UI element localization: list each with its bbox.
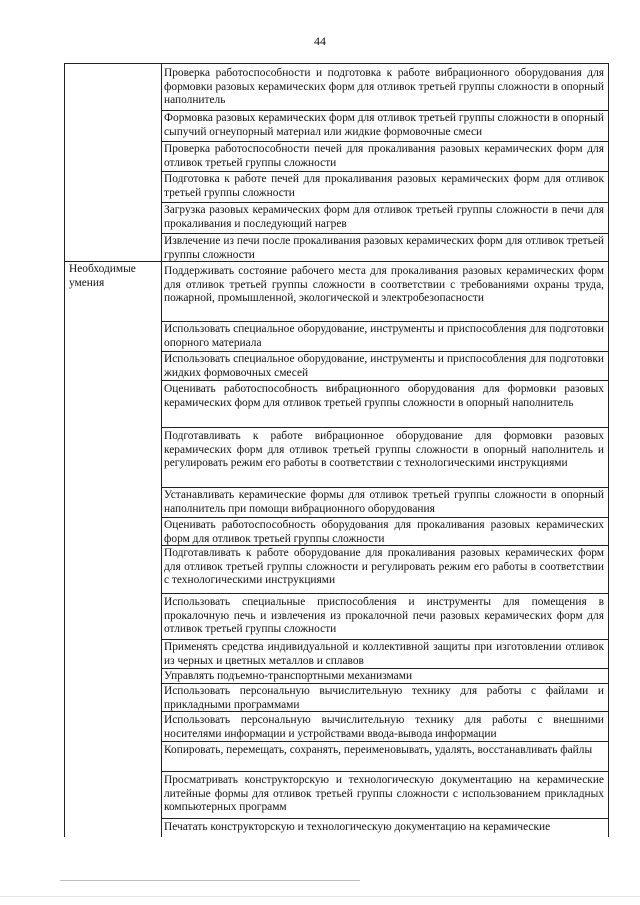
table-row: Загрузка разовых керамических форм для отливок третьей группы сложности в печи для прокаливания и последующий нагрев bbox=[164, 204, 604, 230]
row-divider bbox=[162, 741, 609, 742]
row-divider bbox=[162, 487, 609, 488]
row-divider bbox=[162, 668, 609, 669]
section-label: Необходимые умения bbox=[69, 263, 136, 289]
table-row: Печатать конструкторскую и технологическую документацию на керамические bbox=[164, 821, 551, 833]
page-number: 44 bbox=[314, 34, 326, 48]
table-row: Проверка работоспособности печей для прокаливания разовых керамических форм для отливок третьей группы сложности bbox=[164, 143, 604, 169]
row-divider bbox=[162, 202, 609, 203]
row-divider bbox=[162, 380, 609, 381]
row-divider bbox=[162, 593, 609, 594]
row-divider bbox=[162, 818, 609, 819]
table-row: Управлять подъемно-транспортными механизмами bbox=[164, 670, 413, 682]
table-row: Устанавливать керамические формы для отливок третьей группы сложности в опорный наполнитель при помощи вибрационного оборудования bbox=[164, 489, 604, 515]
scan-artifact bbox=[0, 896, 640, 897]
table-row: Формовка разовых керамических форм для отливок третьей группы сложности в опорный сыпучий огнеупорный материал или жидкие формовочные смеси bbox=[164, 112, 604, 138]
table-row: Использовать специальное оборудование, инструменты и приспособления для подготовки опорного материала bbox=[164, 323, 604, 349]
table-row: Подготавливать к работе вибрационное оборудование для формовки разовых керамических форм для отливок третьей группы сложности в опорный наполнитель и регулировать режим его работы в соответствии с технологическими инструкциями bbox=[164, 430, 604, 469]
row-divider bbox=[162, 771, 609, 772]
row-divider bbox=[162, 171, 609, 172]
row-divider bbox=[162, 517, 609, 518]
row-divider bbox=[162, 110, 609, 111]
table-row: Применять средства индивидуальной и коллективной защиты при изготовлении отливок из черных и цветных металлов и сплавов bbox=[164, 641, 604, 667]
table-row: Оценивать работоспособность оборудования для прокаливания разовых керамических форм для отливок третьей группы сложности bbox=[164, 519, 604, 545]
section-divider bbox=[64, 261, 609, 262]
row-divider bbox=[162, 141, 609, 142]
row-divider bbox=[162, 545, 609, 546]
scan-artifact bbox=[60, 880, 360, 881]
column-divider bbox=[161, 63, 162, 837]
row-divider bbox=[162, 683, 609, 684]
row-divider bbox=[162, 351, 609, 352]
row-divider bbox=[162, 639, 609, 640]
row-divider bbox=[162, 711, 609, 712]
table-row: Использовать персональную вычислительную технику для работы с внешними носителями информации и устройствами ввода-вывода информации bbox=[164, 714, 604, 740]
row-divider bbox=[162, 427, 609, 428]
table-row: Копировать, перемещать, сохранять, переименовывать, удалять, восстанавливать файлы bbox=[164, 744, 593, 756]
row-divider bbox=[162, 321, 609, 322]
table-row: Просматривать конструкторскую и технологическую документацию на керамические литейные формы для отливок третьей группы сложности с использованием прикладных компьютерных программ bbox=[164, 774, 604, 813]
table-row: Подготовка к работе печей для прокаливания разовых керамических форм для отливок третьей группы сложности bbox=[164, 173, 604, 199]
row-divider bbox=[162, 233, 609, 234]
table-row: Использовать специальное оборудование, инструменты и приспособления для подготовки жидких формовочных смесей bbox=[164, 353, 604, 379]
table-row: Использовать специальные приспособления и инструменты для помещения в прокалочную печь и извлечения из прокалочной печи разовых керамических форм для отливок третьей группы сложности bbox=[164, 596, 604, 635]
table-row: Поддерживать состояние рабочего места для прокаливания разовых керамических форм для отливок третьей группы сложности в соответствии с требованиями охраны труда, пожарной, промышленной, экологической и электробезопасности bbox=[164, 265, 604, 304]
table-row: Извлечение из печи после прокаливания разовых керамических форм для отливок третьей группы сложности bbox=[164, 235, 604, 261]
table-row: Проверка работоспособности и подготовка к работе вибрационного оборудования для формовки разовых керамических форм для отливок третьей группы сложности в опорный наполнитель bbox=[164, 67, 604, 106]
table-row: Использовать персональную вычислительную технику для работы с файлами и прикладными программами bbox=[164, 685, 604, 711]
table-row: Подготавливать к работе оборудование для прокаливания разовых керамических форм для отливок третьей группы сложности и регулировать режим его работы в соответствии с технологическими инструкциями bbox=[164, 547, 604, 586]
table-row: Оценивать работоспособность вибрационного оборудования для формовки разовых керамических форм для отливок третьей группы сложности в опорный наполнитель bbox=[164, 383, 604, 409]
